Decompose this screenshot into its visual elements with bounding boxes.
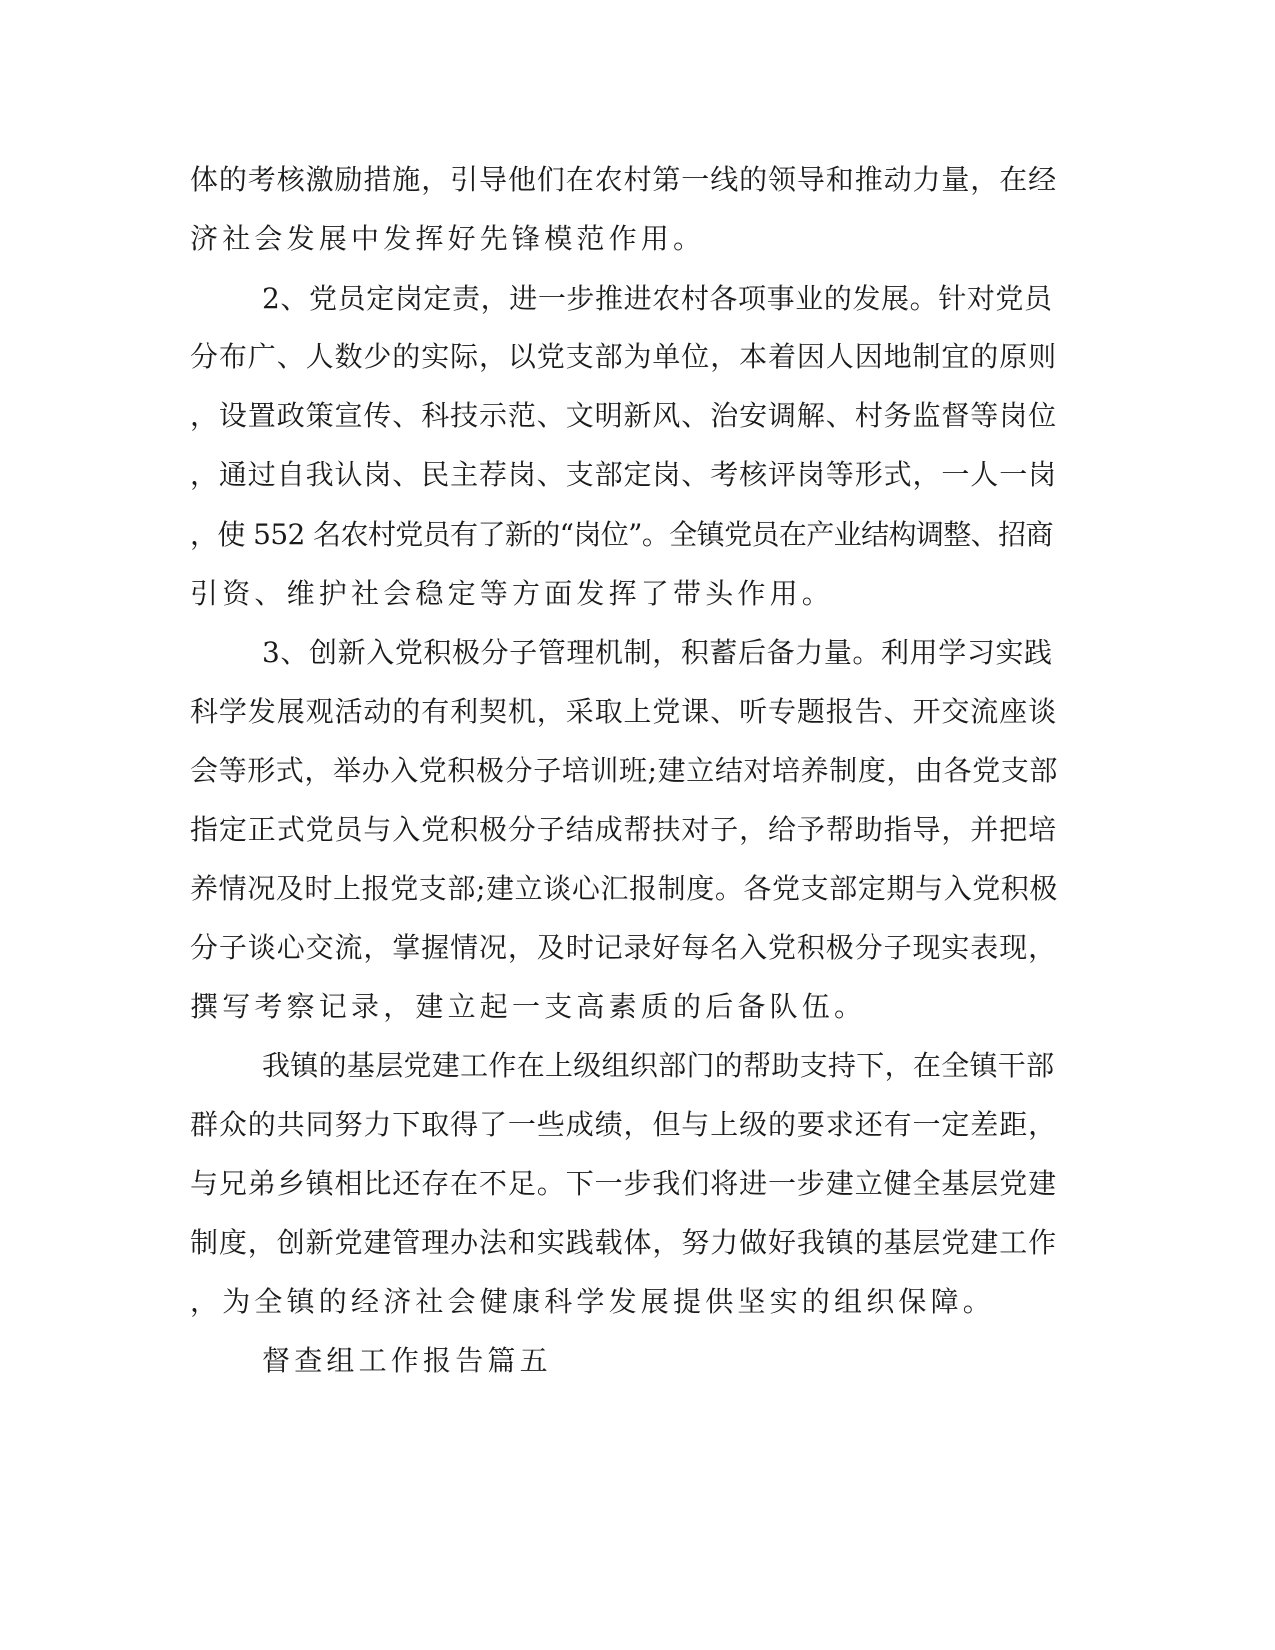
paragraph-heading-2: 2、党员定岗定责，进一步推进农村各项事业的发展。针对党员 (262, 282, 1053, 315)
text-line: 科学发展观活动的有利契机，采取上党课、听专题报告、开交流座谈 (190, 695, 1058, 728)
paragraph-start: 我镇的基层党建工作在上级组织部门的帮助支持下，在全镇干部 (262, 1049, 1055, 1082)
section-heading: 督查组工作报告篇五 (262, 1344, 552, 1377)
text-line: 群众的共同努力下取得了一些成绩，但与上级的要求还有一定差距， (190, 1108, 1058, 1141)
text-line: 体的考核激励措施，引导他们在农村第一线的领导和推动力量，在经 (190, 163, 1058, 196)
text-line: 撰写考察记录，建立起一支高素质的后备队伍。 (190, 990, 867, 1023)
text-line: ，为全镇的经济社会健康科学发展提供坚实的组织保障。 (190, 1285, 996, 1318)
text-line: 会等形式，举办入党积极分子培训班;建立结对培养制度，由各党支部 (190, 754, 1059, 787)
text-line: 分子谈心交流，掌握情况，及时记录好每名入党积极分子现实表现， (190, 931, 1058, 964)
text-line: 养情况及时上报党支部;建立谈心汇报制度。各党支部定期与入党积极 (190, 872, 1059, 905)
text-line: ，使 552 名农村党员有了新的“岗位”。全镇党员在产业结构调整、招商 (190, 518, 1053, 551)
text-line: 引资、维护社会稳定等方面发挥了带头作用。 (190, 577, 835, 610)
text-line: ，通过自我认岗、民主荐岗、支部定岗、考核评岗等形式，一人一岗 (190, 458, 1058, 491)
text-line: 与兄弟乡镇相比还存在不足。下一步我们将进一步建立健全基层党建 (190, 1167, 1058, 1200)
text-line: 制度，创新党建管理办法和实践载体，努力做好我镇的基层党建工作 (190, 1226, 1058, 1259)
text-line: 指定正式党员与入党积极分子结成帮扶对子，给予帮助指导，并把培 (190, 813, 1058, 846)
text-line: 济社会发展中发挥好先锋模范作用。 (190, 222, 706, 255)
text-line: 分布广、人数少的实际，以党支部为单位，本着因人因地制宜的原则 (190, 340, 1058, 373)
paragraph-heading-3: 3、创新入党积极分子管理机制，积蓄后备力量。利用学习实践 (262, 636, 1053, 669)
text-line: ，设置政策宣传、科技示范、文明新风、治安调解、村务监督等岗位 (190, 399, 1058, 432)
